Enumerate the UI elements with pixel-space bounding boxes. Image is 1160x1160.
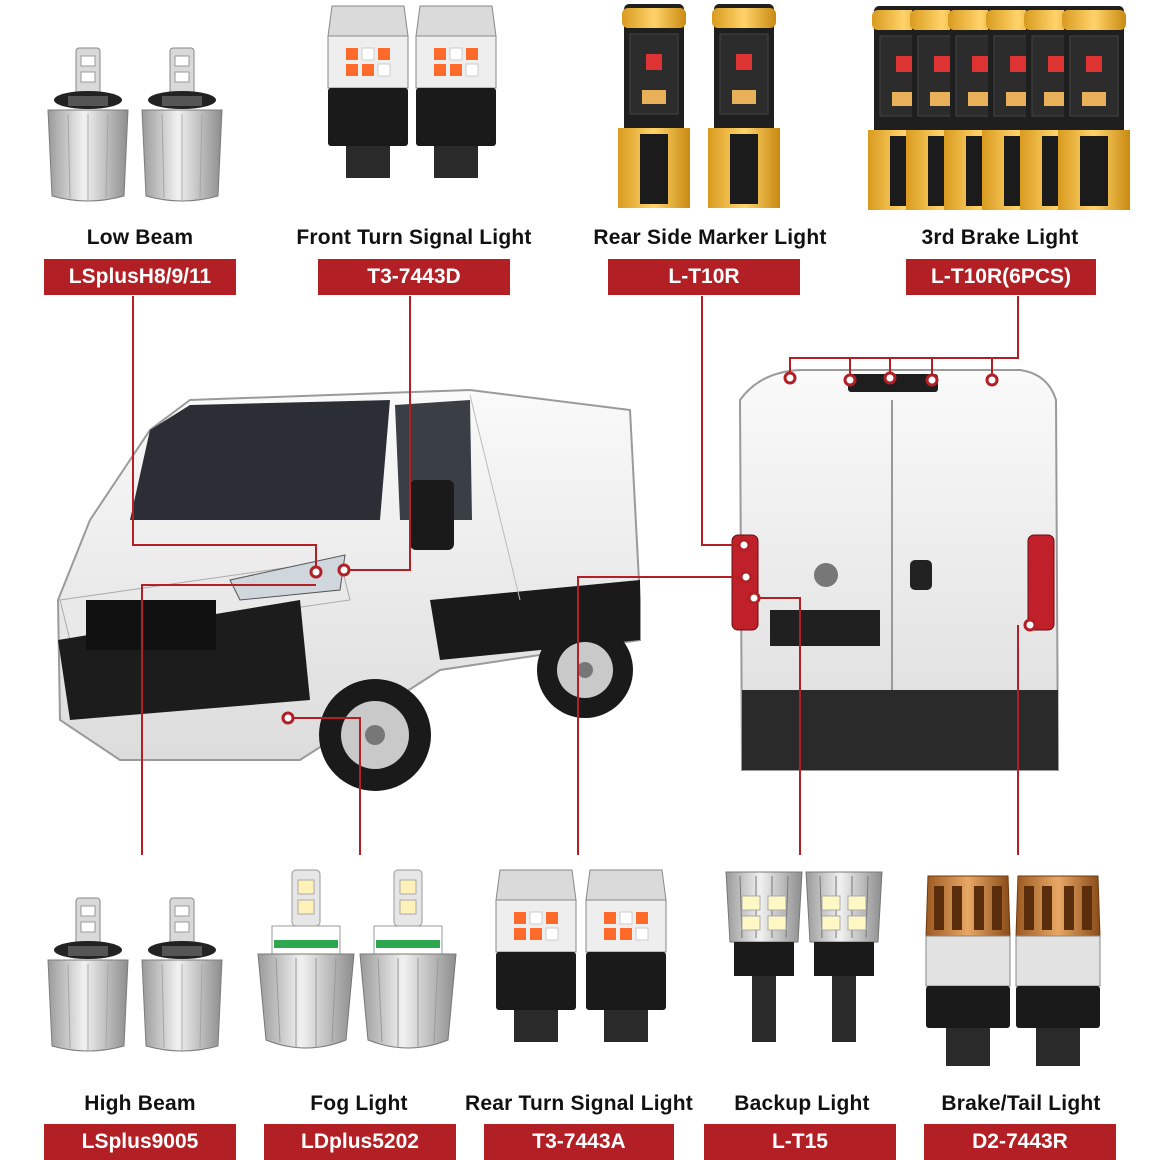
- rear-side-marker-label: Rear Side Marker Light: [593, 226, 827, 249]
- low-beam-bulb-right: [142, 48, 222, 202]
- low-beam-label: Low Beam: [86, 226, 194, 249]
- front-turn-signal-code-badge: T3-7443D: [318, 259, 510, 295]
- high-beam-code-badge: LSplus9005: [44, 1124, 236, 1160]
- high-beam-label: High Beam: [84, 1092, 196, 1115]
- backup-light-label: Backup Light: [734, 1092, 870, 1115]
- fog-light-code-badge: LDplus5202: [264, 1124, 456, 1160]
- rear-turn-signal-label: Rear Turn Signal Light: [464, 1092, 694, 1115]
- van-rear-view: [732, 370, 1058, 770]
- brake-tail-light-label: Brake/Tail Light: [941, 1092, 1101, 1115]
- low-beam-bulb-left: [48, 48, 128, 202]
- rear-turn-signal-code-badge: T3-7443A: [484, 1124, 674, 1160]
- front-turn-signal-label: Front Turn Signal Light: [296, 226, 532, 249]
- brake-tail-light-code-badge: D2-7443R: [924, 1124, 1116, 1160]
- third-brake-light-label: 3rd Brake Light: [921, 226, 1079, 249]
- low-beam-code-badge: LSplusH8/9/11: [44, 259, 236, 295]
- backup-light-code-badge: L-T15: [704, 1124, 896, 1160]
- fog-light-label: Fog Light: [310, 1092, 408, 1115]
- van-front-view: [58, 390, 640, 791]
- third-brake-light-code-badge: L-T10R(6PCS): [906, 259, 1096, 295]
- rear-side-marker-code-badge: L-T10R: [608, 259, 800, 295]
